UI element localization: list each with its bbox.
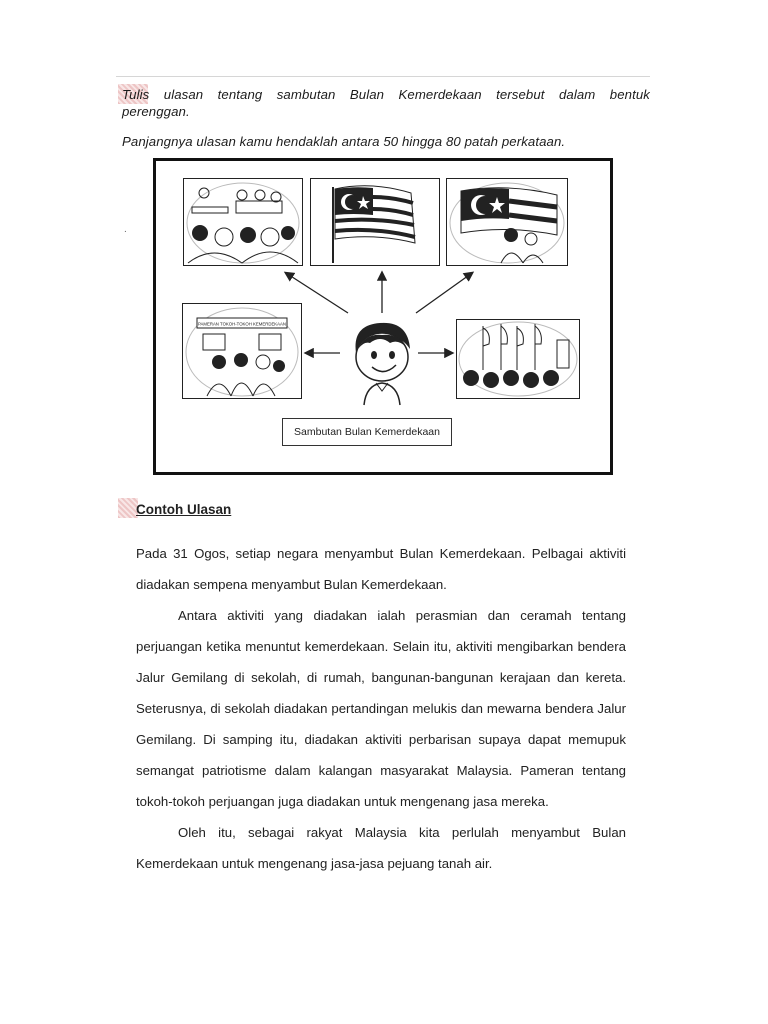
flag-icon (311, 179, 439, 265)
picture-flag (310, 178, 440, 266)
instruction-line-1-end: perenggan. (122, 104, 190, 119)
exhibition-icon (183, 304, 301, 398)
ceremony-icon (184, 179, 302, 265)
heading-highlight-mark (118, 498, 138, 518)
picture-exhibition (182, 303, 302, 399)
picture-ceremony (183, 178, 303, 266)
example-paragraph-2: Antara aktiviti yang diadakan ialah perasmian dan ceramah tentang perjuangan ketika menuntut kemerdekaan. Selain itu, aktiviti mengibarkan bendera Jalur Gemilang di sekolah, di rumah, bangunan-bangunan kerajaan dan kereta. Seterusnya, di sekolah diadakan pertandingan melukis dan mewarna bendera Jalur Gemilang. Di samping itu, diadakan aktiviti perbarisan supaya dapat memupuk semangat patriotisme dalam kalangan masyarakat Malaysia. Pameran tentang tokoh-tokoh perjuangan juga diadakan untuk mengenang jasa mereka. (136, 608, 626, 809)
picture-flag-waving (446, 178, 568, 266)
illustration-caption: Sambutan Bulan Kemerdekaan (282, 418, 452, 446)
boy-icon (342, 315, 422, 407)
top-divider (116, 76, 650, 77)
illustration-frame (153, 158, 613, 475)
instruction-line-2: Panjangnya ulasan kamu hendaklah antara 50 hingga 80 patah perkataan. (122, 134, 566, 149)
flag-waving-icon (447, 179, 567, 265)
exhibition-banner-text: PAMERAN TOKOH-TOKOH KEMERDEKAAN (197, 321, 287, 327)
example-paragraph-1: Pada 31 Ogos, setiap negara menyambut Bulan Kemerdekaan. Pelbagai aktiviti diadakan sempena menyambut Bulan Kemerdekaan. (136, 546, 626, 592)
parade-icon (457, 320, 579, 398)
stray-mark: . (124, 224, 127, 235)
example-body (136, 538, 626, 879)
example-paragraph-3: Oleh itu, sebagai rakyat Malaysia kita perlulah menyambut Bulan Kemerdekaan untuk mengenang jasa-jasa pejuang tanah air. (136, 825, 626, 871)
picture-parade (456, 319, 580, 399)
instruction-line-1: Tulis ulasan tentang sambutan Bulan Kemerdekaan tersebut dalam bentuk (122, 87, 650, 102)
example-heading: Contoh Ulasan (136, 502, 232, 517)
